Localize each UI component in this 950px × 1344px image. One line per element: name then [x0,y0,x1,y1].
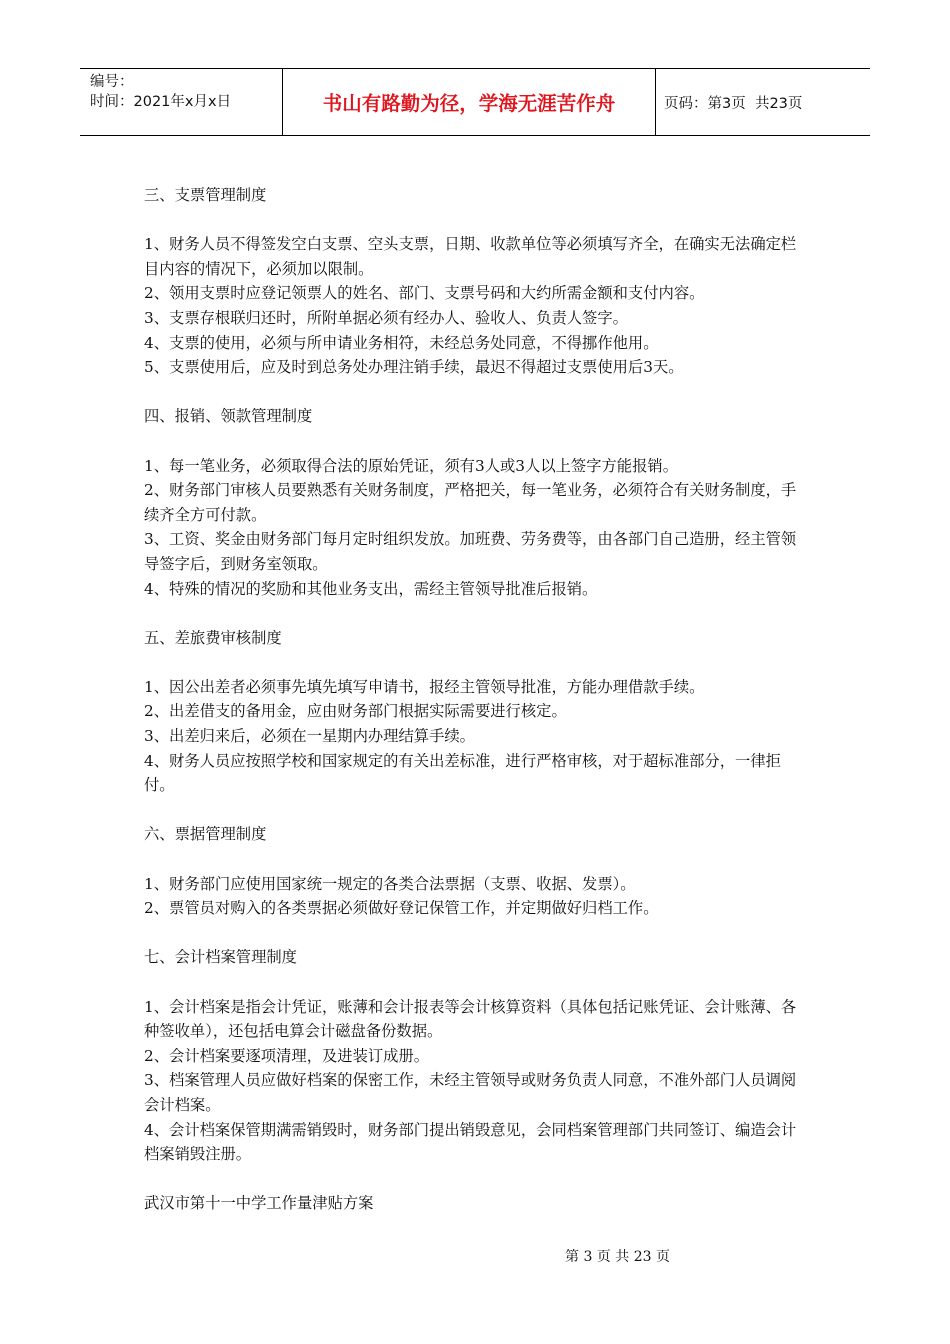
list-item: 3、工资、奖金由财务部门每月定时组织发放。加班费、劳务费等，由各部门自己造册，经主管领导签字后，到财务室领取。 [144,530,797,573]
header-page-info [656,69,870,135]
list-item: 2、财务部门审核人员要熟悉有关财务制度，严格把关，每一笔业务，必须符合有关财务制度，手续齐全方可付款。 [144,481,797,524]
serial-label: 编号： [90,74,134,90]
list-item: 4、会计档案保管期满需销毁时，财务部门提出销毁意见，会同档案管理部门共同签订、编造会计档案销毁注册。 [144,1120,797,1164]
list-item: 1、每一笔业务，必须取得合法的原始凭证，须有3人或3人以上签字方能报销。 [144,456,678,475]
section-title: 四、报销、领款管理制度 [144,407,313,426]
page-info-text: 页码：第3页 共23页 [664,95,803,112]
list-item: 4、财务人员应按照学校和国家规定的有关出差标准，进行严格审核，对于超标准部分，一律拒付。 [144,751,781,795]
closing-title: 武汉市第十一中学工作量津贴方案 [144,1194,374,1213]
header-motto: 书山有路勤为径，学海无涯苦作舟 [282,69,656,135]
list-item: 1、因公出差者必须事先填先填写申请书，报经主管领导批准，方能办理借款手续。 [144,677,705,696]
page-footer: 第 3 页 共 23 页 [565,1249,670,1265]
list-item: 1、财务人员不得签发空白支票、空头支票，日期、收款单位等必须填写齐全，在确实无法确定栏目内容的情况下，必须加以限制。 [144,235,797,278]
list-item: 4、特殊的情况的奖励和其他业务支出，需经主管领导批准后报销。 [144,579,598,598]
list-item: 3、档案管理人员应做好档案的保密工作，未经主管领导或财务负责人同意，不准外部门人员调阅会计档案。 [144,1071,797,1114]
document-header [80,68,870,136]
list-item: 1、财务部门应使用国家统一规定的各类合法票据（支票、收据、发票）。 [144,874,636,893]
list-item: 1、会计档案是指会计凭证，账薄和会计报表等会计核算资料（具体包括记账凭证、会计账薄、各种签收单），还包括电算会计磁盘备份数据。 [144,997,797,1041]
list-item: 4、支票的使用，必须与所申请业务相符，未经总务处同意，不得挪作他用。 [144,333,659,352]
time-label: 时间：2021年x月x日 [90,94,232,110]
list-item: 2、领用支票时应登记领票人的姓名、部门、支票号码和大约所需金额和支付内容。 [144,284,705,303]
section-title: 三、支票管理制度 [144,186,267,204]
list-item: 3、出差归来后，必须在一星期内办理结算手续。 [144,727,475,746]
section-title: 五、差旅费审核制度 [144,628,282,647]
list-item: 5、支票使用后，应及时到总务处办理注销手续，最迟不得超过支票使用后3天。 [144,358,684,377]
list-item: 3、支票存根联归还时，所附单据必须有经办人、验收人、负责人签字。 [144,308,628,327]
section-title: 七、会计档案管理制度 [144,948,297,967]
document-body [144,183,809,1216]
header-meta [80,69,282,135]
list-item: 2、会计档案要逐项清理，及进装订成册。 [144,1046,430,1065]
list-item: 2、票管员对购入的各类票据必须做好登记保管工作，并定期做好归档工作。 [144,899,659,918]
list-item: 2、出差借支的备用金，应由财务部门根据实际需要进行核定。 [144,702,567,721]
section-title: 六、票据管理制度 [144,825,267,844]
